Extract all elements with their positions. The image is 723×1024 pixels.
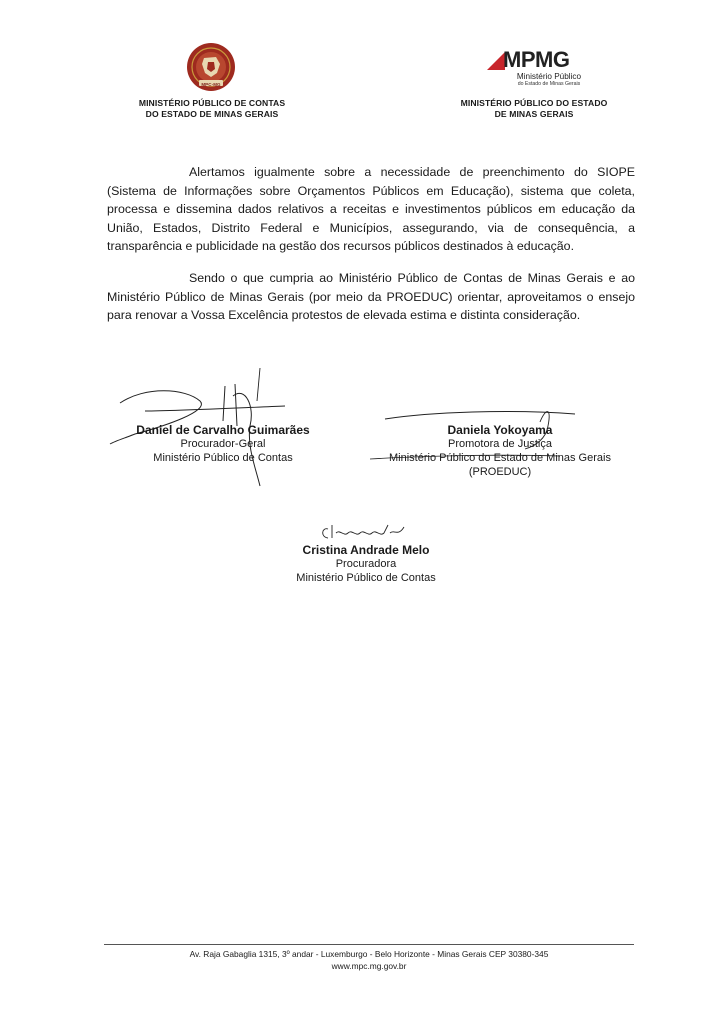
mpmg-logo-sub1: Ministério Público: [516, 72, 582, 81]
signature-2-block: [360, 423, 640, 479]
signature-3-org: Ministério Público de Contas: [296, 572, 436, 584]
signature-1-name: Daniel de Carvalho Guimarães: [136, 423, 310, 437]
header-left-org: [112, 98, 312, 120]
signature-2-name: Daniela Yokoyama: [447, 423, 553, 437]
signature-3-block: [246, 543, 486, 585]
signature-3-title: Procuradora: [335, 558, 397, 570]
paragraph-1-text: Alertamos igualmente sobre a necessidade de preenchimento do SIOPE (Sistema de Informações sobre Orçamentos Públicos em Educação), sistema que coleta, processa e dissemina dados relativos a receitas e investimentos públicos em educação da União, Estados, Distrito Federal e Municípios, assegurando, via de consequência, a transparência e publicidade na gestão dos recursos públicos destinados à educação.: [107, 165, 635, 254]
signature-1-block: [118, 423, 328, 465]
mpmg-logo: [485, 48, 595, 94]
footer-address: Av. Raja Gabaglia 1315, 3º andar - Luxemburgo - Belo Horizonte - Minas Gerais CEP 30380-345: [189, 949, 549, 959]
header-left-line2: DO ESTADO DE MINAS GERAIS: [145, 109, 279, 119]
paragraph-2-text: Sendo o que cumpria ao Ministério Público de Contas de Minas Gerais e ao Ministério Público de Minas Gerais (por meio da PROEDUC) orientar, aproveitamos o ensejo para renovar a Vossa Excelência protestos de elevada estima e distinta consideração.: [107, 271, 635, 323]
signature-2-org: Ministério Público do Estado de Minas Gerais: [389, 452, 611, 464]
signature-1-org: Ministério Público de Contas: [153, 452, 293, 464]
footer-website: www.mpc.mg.gov.br: [331, 960, 407, 971]
signature-2-org2: (PROEDUC): [468, 466, 532, 478]
signature-1-title: Procurador-Geral: [180, 438, 266, 450]
header-right-line1: MINISTÉRIO PÚBLICO DO ESTADO: [460, 98, 608, 108]
signature-3-name: Cristina Andrade Melo: [302, 543, 430, 557]
header-left-line1: MINISTÉRIO PÚBLICO DE CONTAS: [138, 98, 286, 108]
body-paragraph-1: [107, 163, 635, 256]
header-right-line2: DE MINAS GERAIS: [494, 109, 574, 119]
footer-divider: [104, 944, 634, 945]
mpmg-logo-text: MPMG: [503, 47, 570, 72]
signature-2-title: Promotora de Justiça: [448, 438, 552, 450]
signature-3-handwriting: [318, 521, 408, 543]
header-right-org: [434, 98, 634, 120]
mpc-seal-text: MPC-MG: [201, 82, 221, 87]
body-paragraph-2: [107, 269, 635, 325]
mpmg-logo-sub2: do Estado de Minas Gerais: [517, 81, 581, 87]
footer: [104, 949, 634, 972]
